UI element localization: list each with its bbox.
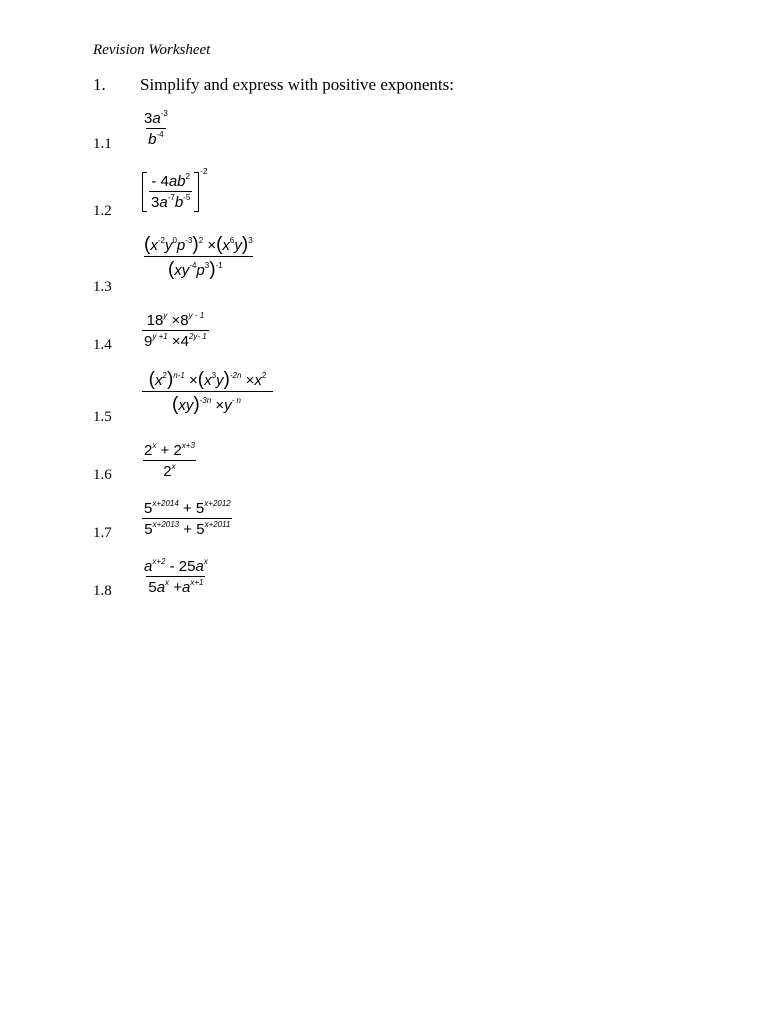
numerator: $2^x + 2^{x+3}$	[144, 441, 195, 459]
item-label-1-5: 1.5	[93, 409, 112, 425]
numerator: $3a^{-3}$	[144, 109, 168, 127]
fraction	[142, 111, 170, 147]
item-label-1-8: 1.8	[93, 583, 112, 599]
item-label-1-3: 1.3	[93, 279, 112, 295]
fraction	[142, 443, 197, 479]
numerator: $(x^2)^{n-1} \times(x^3y)^{-2n} \times x^2$	[148, 369, 267, 390]
numerator: $(x^{-2}y^0p^{-3})^2 \times(x^6y)^3$	[144, 234, 253, 255]
item-label-1-1: 1.1	[93, 136, 112, 152]
fraction	[142, 235, 255, 279]
item-label-1-4: 1.4	[93, 337, 112, 353]
outer-exponent: -2	[200, 167, 208, 176]
numerator: - $4ab^2$	[151, 172, 190, 190]
numerator: $18^y \times 8^{y - 1}$	[146, 311, 205, 329]
fraction	[149, 174, 192, 210]
numerator: $5^{x+2014} + 5^{x+2012}$	[144, 499, 231, 517]
denominator: $(xy)^{-3n} \times y^{- n}$	[142, 391, 273, 414]
denominator: $5^{x+2013} + 5^{x+2011}$	[144, 520, 231, 538]
denominator: $b^{-4}$	[148, 130, 164, 148]
denominator: $(xy^{-4}p^3)^{-1}$	[144, 256, 253, 279]
expression-1-1	[142, 111, 170, 147]
expression-1-7	[142, 501, 233, 537]
item-label-1-7: 1.7	[93, 525, 112, 541]
expression-1-5	[142, 370, 273, 414]
expression-1-8	[142, 559, 210, 595]
expression-1-2	[142, 167, 208, 215]
bracketed-fraction	[142, 167, 208, 212]
worksheet-title: Revision Worksheet	[93, 42, 211, 58]
question-instruction: Simplify and express with positive exponents:	[140, 75, 454, 94]
left-bracket	[142, 172, 147, 212]
denominator: $5a^x +a^{x+1}$	[148, 578, 204, 596]
item-label-1-6: 1.6	[93, 467, 112, 483]
fraction	[142, 370, 273, 414]
fraction	[142, 501, 233, 537]
numerator: $a^{x+2} - 25a^x$	[144, 557, 208, 575]
denominator: $3a^{-7}b^{-5}$	[151, 193, 191, 211]
right-bracket	[194, 172, 199, 212]
fraction	[142, 559, 210, 595]
denominator: 2$^x$	[143, 460, 195, 479]
question-number: 1.	[93, 75, 106, 94]
expression-1-4	[142, 313, 209, 349]
item-label-1-2: 1.2	[93, 203, 112, 219]
expression-1-3	[142, 235, 255, 279]
expression-1-6	[142, 443, 197, 479]
denominator: $9^{y +1} \times 4^{2y- 1}$	[144, 332, 207, 350]
fraction	[142, 313, 209, 349]
